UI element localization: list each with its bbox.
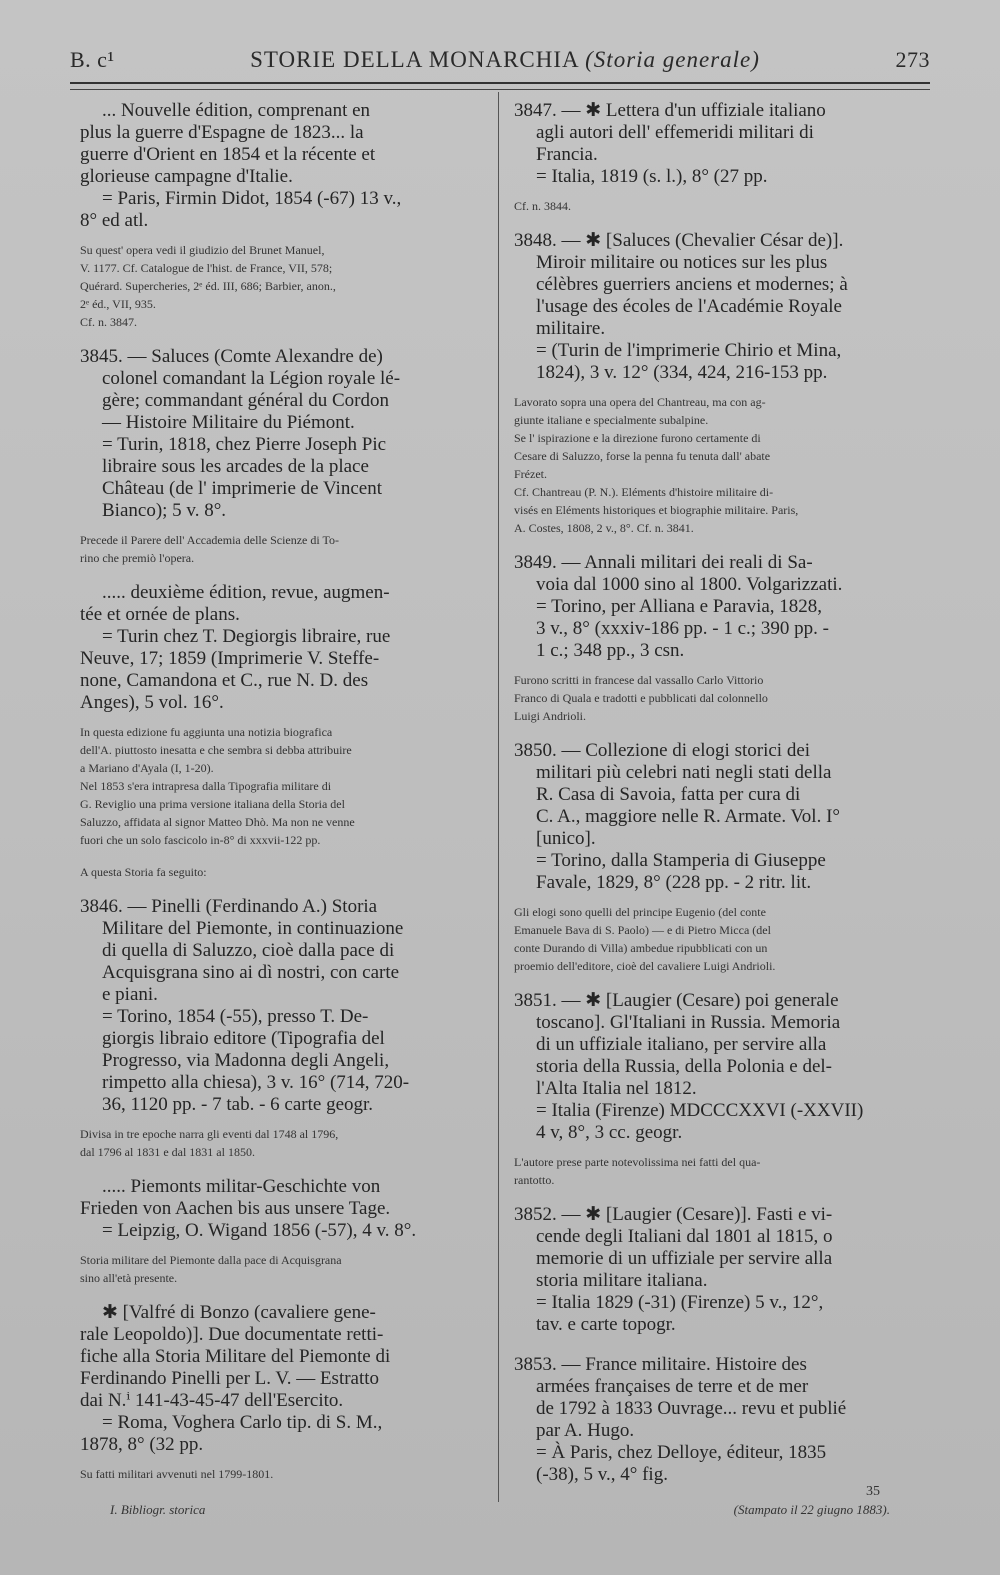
text-line: ..... deuxième édition, revue, augmen-	[102, 582, 390, 603]
header-title-italic: (Storia generale)	[585, 47, 760, 72]
entry-heading: 3852. — ✱ [Laugier (Cesare)]. Fasti e vi-	[514, 1204, 833, 1225]
entry-3850	[514, 740, 914, 894]
entry-piemonts	[80, 1176, 484, 1242]
note-line: giunte italiane e specialmente subalpine.	[514, 413, 709, 427]
note-line: Luigi Andrioli.	[514, 709, 586, 723]
note-line: Su fatti militari avvenuti nel 1799-1801.	[80, 1467, 274, 1481]
note-line: visés en Eléments historiques et biographie militaire. Paris,	[514, 503, 799, 517]
text-line: toscano]. Gl'Italiani in Russia. Memoria	[536, 1012, 841, 1033]
note-line: Cf. n. 3847.	[80, 315, 137, 329]
note-line: proemio dell'editore, cioè del cavaliere Luigi Andrioli.	[514, 959, 776, 973]
note-line: L'autore prese parte notevolissima nei fatti del qua-	[514, 1155, 761, 1169]
text-line: Château (de l' imprimerie de Vincent	[102, 478, 382, 499]
note-line: Quérard. Supercheries, 2ᵉ éd. III, 686; Barbier, anon.,	[80, 279, 336, 293]
text-line: [unico].	[536, 828, 596, 849]
note-autore	[514, 1154, 914, 1188]
text-line: militari più celebri nati negli stati della	[536, 762, 832, 783]
sheet-signature: 35	[866, 1484, 880, 1499]
note-line: Emanuele Bava di S. Paolo) — e di Pietro Micca (del	[514, 923, 771, 937]
note-divisa	[80, 1126, 484, 1160]
text-line: l'Alta Italia nel 1812.	[536, 1078, 697, 1099]
text-line: R. Casa di Savoia, fatta per cura di	[536, 784, 801, 805]
note-line: Cf. Chantreau (P. N.). Eléments d'histoire militaire di-	[514, 485, 774, 499]
text-line: Ferdinando Pinelli per L. V. — Estratto	[80, 1368, 380, 1389]
text-line: ..... Piemonts militar-Geschichte von	[102, 1176, 381, 1197]
text-line: Anges), 5 vol. 16°.	[80, 692, 224, 713]
text-line: 3 v., 8° (xxxiv-186 pp. - 1 c.; 390 pp. -	[536, 618, 829, 639]
text-line: — Histoire Militaire du Piémont.	[102, 412, 355, 433]
note-line: conte Durando di Villa) ambedue ripubblicati con un	[514, 941, 768, 955]
note-storia-militare	[80, 1252, 484, 1286]
text-line: = Italia, 1819 (s. l.), 8° (27 pp.	[536, 166, 768, 187]
note-line: dal 1796 al 1831 e dal 1831 al 1850.	[80, 1145, 255, 1159]
column-divider	[498, 92, 499, 1502]
text-line: 8° ed atl.	[80, 210, 149, 231]
text-line: par A. Hugo.	[536, 1420, 635, 1441]
text-line: fiche alla Storia Militare del Piemonte di	[80, 1346, 391, 1367]
note-cf-3844	[514, 198, 914, 214]
text-line: Progresso, via Madonna degli Angeli,	[102, 1050, 390, 1071]
text-line: = Roma, Voghera Carlo tip. di S. M.,	[102, 1412, 383, 1433]
entry-heading: 3849. — Annali militari dei reali di Sa-	[514, 552, 813, 573]
note-chantreau	[514, 394, 914, 536]
text-line: gère; commandant général du Cordon	[102, 390, 390, 411]
entry-heading: 3845. — Saluces (Comte Alexandre de)	[80, 346, 383, 367]
text-line: (-38), 5 v., 4° fig.	[536, 1464, 668, 1485]
text-line: 1878, 8° (32 pp.	[80, 1434, 204, 1455]
page-footer	[110, 1502, 890, 1518]
note-edizione	[80, 724, 484, 848]
text-line: Militare del Piemonte, in continuazione	[102, 918, 404, 939]
entry-heading: 3847. — ✱ Lettera d'un uffiziale italiano	[514, 100, 826, 121]
text-line: ... Nouvelle édition, comprenant en	[102, 100, 371, 121]
text-line: = Torino, per Alliana e Paravia, 1828,	[536, 596, 823, 617]
entry-valfre	[80, 1302, 484, 1456]
entry-3853	[514, 1354, 914, 1486]
note-line: rino che premiò l'opera.	[80, 551, 195, 565]
text-line: di quella di Saluzzo, cioè dalla pace di	[102, 940, 395, 961]
entry-3851	[514, 990, 914, 1144]
note-parere	[80, 532, 484, 566]
note-line: Nel 1853 s'era intrapresa dalla Tipografia militare di	[80, 779, 332, 793]
text-line: glorieuse campagne d'Italie.	[80, 166, 293, 187]
note-line: 2ᵉ éd., VII, 935.	[80, 297, 156, 311]
text-line: voia dal 1000 sino al 1800. Volgarizzati.	[536, 574, 843, 595]
page-header	[70, 40, 930, 80]
note-line: fuori che un solo fascicolo in-8° di xxxvii-122 pp.	[80, 833, 321, 847]
text-line: armées françaises de terre et de mer	[536, 1376, 809, 1397]
text-line: = (Turin de l'imprimerie Chirio et Mina,	[536, 340, 842, 361]
entry-deuxieme-edition	[80, 582, 484, 714]
note-line: Gli elogi sono quelli del principe Eugenio (del conte	[514, 905, 766, 919]
text-line: giorgis libraio editore (Tipografia del	[102, 1028, 385, 1049]
text-line: di un uffiziale italiano, per servire alla	[536, 1034, 827, 1055]
text-line: tée et ornée de plans.	[80, 604, 240, 625]
entry-3852	[514, 1204, 914, 1336]
note-line: rantotto.	[514, 1173, 555, 1187]
entry-3845	[80, 346, 484, 522]
text-line: de 1792 à 1833 Ouvrage... revu et publié	[536, 1398, 847, 1419]
entry-3849	[514, 552, 914, 662]
text-line: Neuve, 17; 1859 (Imprimerie V. Steffe-	[80, 648, 380, 669]
text-line: libraire sous les arcades de la place	[102, 456, 369, 477]
text-line: 1 c.; 348 pp., 3 csn.	[536, 640, 685, 661]
note-line: A questa Storia fa seguito:	[80, 865, 207, 879]
entry-heading: 3848. — ✱ [Saluces (Chevalier César de)].	[514, 230, 844, 251]
text-line: = Turin chez T. Degiorgis libraire, rue	[102, 626, 391, 647]
text-line: Miroir militaire ou notices sur les plus	[536, 252, 828, 273]
text-line: l'usage des écoles de l'Académie Royale	[536, 296, 842, 317]
text-line: Francia.	[536, 144, 598, 165]
header-title	[250, 47, 760, 73]
text-line: = Italia (Firenze) MDCCCXXVI (-XXVII)	[536, 1100, 864, 1121]
spacer	[514, 1340, 914, 1354]
text-line: e piani.	[102, 984, 158, 1005]
text-line: = Italia 1829 (-31) (Firenze) 5 v., 12°,	[536, 1292, 824, 1313]
text-line: guerre d'Orient en 1854 et la récente et	[80, 144, 376, 165]
text-line: cende degli Italiani dal 1801 al 1815, o	[536, 1226, 833, 1247]
text-line: 36, 1120 pp. - 7 tab. - 6 carte geogr.	[102, 1094, 374, 1115]
note-line: Frézet.	[514, 467, 547, 481]
text-line: = Torino, dalla Stamperia di Giuseppe	[536, 850, 826, 871]
text-line: Frieden von Aachen bis aus unsere Tage.	[80, 1198, 391, 1219]
text-line: ✱ [Valfré di Bonzo (cavaliere gene-	[102, 1302, 376, 1323]
note-fatti-militari	[80, 1466, 484, 1482]
note-line: Saluzzo, affidata al signor Matteo Dhò. Ma non ne venne	[80, 815, 355, 829]
text-line: célèbres guerriers anciens et modernes; à	[536, 274, 848, 295]
note-line: Se l' ispirazione e la direzione furono certamente di	[514, 431, 761, 445]
note-line: Su quest' opera vedi il giudizio del Brunet Manuel,	[80, 243, 325, 257]
text-line: Favale, 1829, 8° (228 pp. - 2 ritr. lit.	[536, 872, 812, 893]
text-line: memorie di un uffiziale per servire alla	[536, 1248, 833, 1269]
left-column	[80, 100, 484, 1498]
footer-left: I. Bibliogr. storica	[110, 1502, 206, 1517]
note-seguito	[80, 864, 484, 880]
entry-heading: 3851. — ✱ [Laugier (Cesare) poi generale	[514, 990, 839, 1011]
text-line: agli autori dell' effemeridi militari di	[536, 122, 814, 143]
footer-center: (Stampato il 22 giugno 1883).	[733, 1502, 890, 1517]
note-line: Precede il Parere dell' Accademia delle Scienze di To-	[80, 533, 339, 547]
text-line: rale Leopoldo)]. Due documentate retti-	[80, 1324, 384, 1345]
header-signature: B. c¹	[70, 47, 115, 72]
note-line: Furono scritti in francese dal vassallo Carlo Vittorio	[514, 673, 764, 687]
note-line: Lavorato sopra una opera del Chantreau, ma con ag-	[514, 395, 766, 409]
text-line: Acquisgrana sino ai dì nostri, con carte	[102, 962, 400, 983]
header-rule-bottom	[70, 89, 930, 90]
text-line: = À Paris, chez Delloye, éditeur, 1835	[536, 1442, 827, 1463]
note-furono	[514, 672, 914, 724]
text-line: = Leipzig, O. Wigand 1856 (-57), 4 v. 8°.	[102, 1220, 417, 1241]
text-line: storia della Russia, della Polonia e del-	[536, 1056, 833, 1077]
text-line: C. A., maggiore nelle R. Armate. Vol. I°	[536, 806, 840, 827]
entry-3847	[514, 100, 914, 188]
note-line: G. Reviglio una prima versione italiana della Storia del	[80, 797, 345, 811]
note-line: dell'A. piuttosto inesatta e che sembra si debba attribuire	[80, 743, 352, 757]
note-line: a Mariano d'Ayala (I, 1-20).	[80, 761, 214, 775]
entry-heading: 3850. — Collezione di elogi storici dei	[514, 740, 811, 761]
text-line: 4 v, 8°, 3 cc. geogr.	[536, 1122, 683, 1143]
note-line: Storia militare del Piemonte dalla pace di Acquisgrana	[80, 1253, 342, 1267]
note-line: Cf. n. 3844.	[514, 199, 571, 213]
right-column	[514, 100, 914, 1490]
note-line: V. 1177. Cf. Catalogue de l'hist. de France, VII, 578;	[80, 261, 333, 275]
note-line: In questa edizione fu aggiunta una notizia biografica	[80, 725, 333, 739]
text-line: rimpetto alla chiesa), 3 v. 16° (714, 720-	[102, 1072, 410, 1093]
text-line: 1824), 3 v. 12° (334, 424, 216-153 pp.	[536, 362, 828, 383]
text-line: militaire.	[536, 318, 606, 339]
note-line: sino all'età presente.	[80, 1271, 178, 1285]
note-line: Cesare di Saluzzo, forse la penna fu tenuta dall' abate	[514, 449, 771, 463]
text-line: Bianco); 5 v. 8°.	[102, 500, 227, 521]
note-line: A. Costes, 1808, 2 v., 8°. Cf. n. 3841.	[514, 521, 694, 535]
entry-3848	[514, 230, 914, 384]
entry-heading: 3853. — France militaire. Histoire des	[514, 1354, 807, 1375]
text-line: = Torino, 1854 (-55), presso T. De-	[102, 1006, 369, 1027]
text-line: plus la guerre d'Espagne de 1823... la	[80, 122, 364, 143]
note-line: Divisa in tre epoche narra gli eventi dal 1748 al 1796,	[80, 1127, 339, 1141]
entry-heading: 3846. — Pinelli (Ferdinando A.) Storia	[80, 896, 378, 917]
text-line: none, Camandona et C., rue N. D. des	[80, 670, 369, 691]
note-line: Franco di Quala e tradotti e pubblicati dal colonnello	[514, 691, 768, 705]
entry-nouvelle-edition	[80, 100, 484, 232]
note-elogi	[514, 904, 914, 974]
header-title-main: STORIE DELLA MONARCHIA	[250, 47, 579, 72]
text-line: colonel comandant la Légion royale lé-	[102, 368, 401, 389]
page-number: 273	[895, 47, 930, 72]
text-line: tav. e carte topogr.	[536, 1314, 676, 1335]
entry-3846	[80, 896, 484, 1116]
text-line: = Turin, 1818, chez Pierre Joseph Pic	[102, 434, 387, 455]
header-rule-top	[70, 82, 930, 84]
text-line: storia militare italiana.	[536, 1270, 708, 1291]
note-brunet	[80, 242, 484, 330]
text-line: = Paris, Firmin Didot, 1854 (-67) 13 v.,	[102, 188, 402, 209]
text-line: dai N.ⁱ 141-43-45-47 dell'Esercito.	[80, 1390, 344, 1411]
